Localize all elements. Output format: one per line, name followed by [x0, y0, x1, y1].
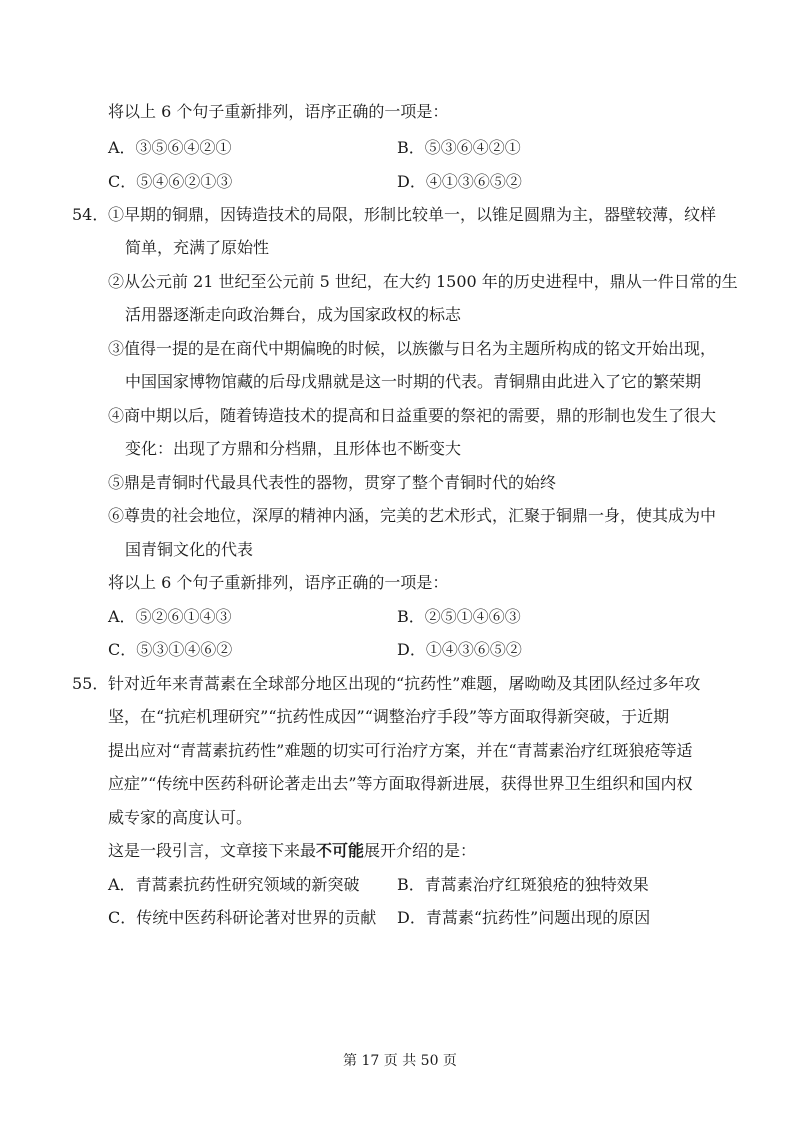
q54-option-d[interactable]: D．①④③⑥⑤② — [397, 640, 522, 659]
q55-question-suffix: 展开介绍的是： — [364, 841, 477, 860]
q53-option-d[interactable]: D．④①③⑥⑤② — [397, 172, 522, 191]
q54-number: 54． — [72, 205, 109, 224]
q55-option-d[interactable]: D．青蒿素“抗药性”问题出现的原因 — [397, 908, 651, 927]
q54-sentence-2: ②从公元前 21 世纪至公元前 5 世纪，在大约 1500 年的历史进程中，鼎从一件日常的生 — [108, 272, 738, 291]
q54-sentence-6: ⑥尊贵的社会地位，深厚的精神内涵，完美的艺术形式，汇聚于铜鼎一身，使其成为中 — [108, 506, 717, 525]
q54-sentence-3: ③值得一提的是在商代中期偏晚的时候，以族徽与日名为主题所构成的铭文开始出现， — [108, 339, 717, 358]
q55-passage-line-3: 提出应对“青蒿素抗药性”难题的切实可行治疗方案，并在“青蒿素治疗红斑狼疮等适 — [108, 741, 693, 760]
q55-question-emphasis: 不可能 — [316, 841, 365, 860]
q55-passage-line-1: 针对近年来青蒿素在全球部分地区出现的“抗药性”难题，屠呦呦及其团队经过多年攻 — [108, 674, 701, 693]
q53-option-a[interactable]: A．③⑤⑥④②① — [108, 138, 232, 157]
q53-option-c[interactable]: C．⑤④⑥②①③ — [108, 172, 233, 191]
q54-sentence-2-cont: 活用器逐渐走向政治舞台，成为国家政权的标志 — [125, 305, 462, 324]
page-number-footer: 第 17 页 共 50 页 — [343, 1053, 457, 1069]
q54-sentence-4: ④商中期以后，随着铸造技术的提高和日益重要的祭祀的需要，鼎的形制也发生了很大 — [108, 406, 717, 425]
q54-instruction: 将以上 6 个句子重新排列，语序正确的一项是： — [108, 573, 449, 592]
q55-option-a[interactable]: A．青蒿素抗药性研究领域的新突破 — [108, 875, 360, 894]
q53-instruction: 将以上 6 个句子重新排列，语序正确的一项是： — [108, 102, 449, 121]
q54-sentence-3-cont: 中国国家博物馆藏的后母戊鼎就是这一时期的代表。青铜鼎由此进入了它的繁荣期 — [125, 372, 702, 391]
q54-sentence-6-cont: 国青铜文化的代表 — [125, 540, 254, 559]
q55-passage-line-4: 应症”“传统中医药科研论著走出去”等方面取得新进展，获得世界卫生组织和国内权 — [108, 774, 693, 793]
q55-passage-line-5: 威专家的高度认可。 — [108, 808, 253, 827]
q54-option-b[interactable]: B．②⑤①④⑥③ — [397, 607, 521, 626]
q55-option-b[interactable]: B．青蒿素治疗红斑狼疮的独特效果 — [397, 875, 649, 894]
q54-sentence-5: ⑤鼎是青铜时代最具代表性的器物，贯穿了整个青铜时代的始终 — [108, 473, 557, 492]
q55-passage-line-2: 坚，在“抗疟机理研究”“抗药性成因”“调整治疗手段”等方面取得新突破，于近期 — [108, 707, 670, 726]
q53-option-b[interactable]: B．⑤③⑥④②① — [397, 138, 521, 157]
q55-question-prefix: 这是一段引言，文章接下来最 — [108, 841, 317, 860]
q54-sentence-1: ①早期的铜鼎，因铸造技术的局限，形制比较单一，以锥足圆鼎为主，器壁较薄，纹样 — [108, 205, 717, 224]
q55-number: 55． — [72, 674, 109, 693]
q54-option-a[interactable]: A．⑤②⑥①④③ — [108, 607, 232, 626]
q54-sentence-4-cont: 变化：出现了方鼎和分档鼎，且形体也不断变大 — [125, 439, 462, 458]
q55-option-c[interactable]: C．传统中医药科研论著对世界的贡献 — [108, 908, 377, 927]
q55-question — [108, 841, 476, 861]
q54-option-c[interactable]: C．⑤③①④⑥② — [108, 640, 233, 659]
q54-sentence-1-cont: 简单，充满了原始性 — [125, 238, 270, 257]
